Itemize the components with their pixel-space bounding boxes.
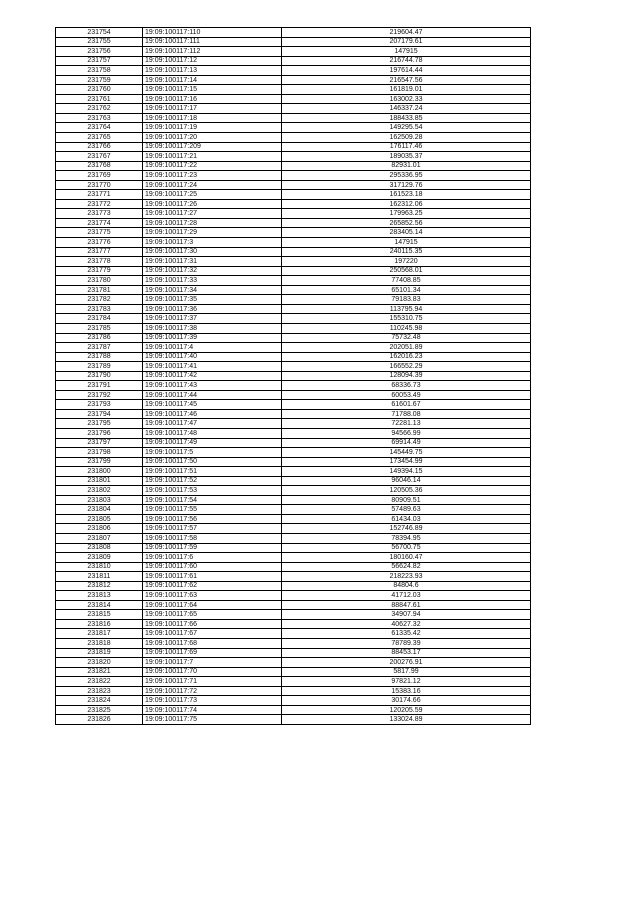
row-number-cell: 231796	[56, 428, 143, 438]
row-number-cell: 231822	[56, 677, 143, 687]
cadastral-number-cell: 19:09:100117:55	[143, 505, 282, 515]
value-cell: 120505.36	[282, 486, 531, 496]
value-cell: 147915	[282, 238, 531, 248]
row-number-cell: 231774	[56, 218, 143, 228]
cadastral-number-cell: 19:09:100117:39	[143, 333, 282, 343]
table-row	[56, 476, 531, 486]
row-number-cell: 231801	[56, 476, 143, 486]
cadastral-number-cell: 19:09:100117:48	[143, 428, 282, 438]
table-row	[56, 295, 531, 305]
table-row	[56, 28, 531, 38]
cadastral-number-cell: 19:09:100117:111	[143, 37, 282, 47]
value-cell: 15383.16	[282, 686, 531, 696]
cadastral-number-cell: 19:09:100117:53	[143, 486, 282, 496]
table-row	[56, 371, 531, 381]
row-number-cell: 231772	[56, 199, 143, 209]
cadastral-number-cell: 19:09:100117:51	[143, 467, 282, 477]
row-number-cell: 231787	[56, 343, 143, 353]
cadastral-number-cell: 19:09:100117:50	[143, 457, 282, 467]
value-cell: 34907.94	[282, 610, 531, 620]
value-cell: 166552.29	[282, 362, 531, 372]
value-cell: 176117.46	[282, 142, 531, 152]
table-row	[56, 161, 531, 171]
row-number-cell: 231768	[56, 161, 143, 171]
row-number-cell: 231758	[56, 66, 143, 76]
table-row	[56, 581, 531, 591]
row-number-cell: 231762	[56, 104, 143, 114]
table-row	[56, 409, 531, 419]
cadastral-number-cell: 19:09:100117:47	[143, 419, 282, 429]
cadastral-number-cell: 19:09:100117:7	[143, 658, 282, 668]
value-cell: 75732.48	[282, 333, 531, 343]
row-number-cell: 231793	[56, 400, 143, 410]
table-row	[56, 495, 531, 505]
cadastral-number-cell: 19:09:100117:30	[143, 247, 282, 257]
table-row	[56, 276, 531, 286]
value-cell: 94566.99	[282, 428, 531, 438]
value-cell: 5817.99	[282, 667, 531, 677]
cadastral-number-cell: 19:09:100117:65	[143, 610, 282, 620]
row-number-cell: 231823	[56, 686, 143, 696]
value-cell: 162509.28	[282, 133, 531, 143]
table-row	[56, 190, 531, 200]
value-cell: 79183.83	[282, 295, 531, 305]
value-cell: 149295.54	[282, 123, 531, 133]
table-row	[56, 619, 531, 629]
table-row	[56, 514, 531, 524]
value-cell: 128094.39	[282, 371, 531, 381]
value-cell: 161819.01	[282, 85, 531, 95]
value-cell: 77408.85	[282, 276, 531, 286]
table-row	[56, 438, 531, 448]
row-number-cell: 231781	[56, 285, 143, 295]
value-cell: 69914.49	[282, 438, 531, 448]
value-cell: 216547.56	[282, 75, 531, 85]
value-cell: 207179.61	[282, 37, 531, 47]
value-cell: 88453.17	[282, 648, 531, 658]
table-row	[56, 209, 531, 219]
row-number-cell: 231786	[56, 333, 143, 343]
row-number-cell: 231806	[56, 524, 143, 534]
table-row	[56, 75, 531, 85]
cadastral-number-cell: 19:09:100117:16	[143, 94, 282, 104]
value-cell: 56624.82	[282, 562, 531, 572]
row-number-cell: 231785	[56, 323, 143, 333]
row-number-cell: 231783	[56, 304, 143, 314]
table-row	[56, 419, 531, 429]
cadastral-number-cell: 19:09:100117:6	[143, 553, 282, 563]
row-number-cell: 231777	[56, 247, 143, 257]
cadastral-number-cell: 19:09:100117:112	[143, 47, 282, 57]
cadastral-number-cell: 19:09:100117:64	[143, 600, 282, 610]
value-cell: 283405.14	[282, 228, 531, 238]
row-number-cell: 231814	[56, 600, 143, 610]
row-number-cell: 231816	[56, 619, 143, 629]
row-number-cell: 231767	[56, 152, 143, 162]
table-row	[56, 218, 531, 228]
value-cell: 202051.89	[282, 343, 531, 353]
value-cell: 188433.85	[282, 113, 531, 123]
row-number-cell: 231817	[56, 629, 143, 639]
value-cell: 216744.78	[282, 56, 531, 66]
cadastral-number-cell: 19:09:100117:75	[143, 715, 282, 725]
value-cell: 180160.47	[282, 553, 531, 563]
cadastral-number-cell: 19:09:100117:46	[143, 409, 282, 419]
value-cell: 197220	[282, 257, 531, 267]
row-number-cell: 231821	[56, 667, 143, 677]
value-cell: 173454.99	[282, 457, 531, 467]
table-row	[56, 639, 531, 649]
value-cell: 60053.49	[282, 390, 531, 400]
table-row	[56, 266, 531, 276]
value-cell: 295336.95	[282, 171, 531, 181]
table-row	[56, 428, 531, 438]
cadastral-number-cell: 19:09:100117:19	[143, 123, 282, 133]
cadastral-number-cell: 19:09:100117:20	[143, 133, 282, 143]
row-number-cell: 231775	[56, 228, 143, 238]
cadastral-number-cell: 19:09:100117:54	[143, 495, 282, 505]
row-number-cell: 231754	[56, 28, 143, 38]
cadastral-number-cell: 19:09:100117:29	[143, 228, 282, 238]
cadastral-number-cell: 19:09:100117:22	[143, 161, 282, 171]
table-row	[56, 390, 531, 400]
cadastral-number-cell: 19:09:100117:59	[143, 543, 282, 553]
value-cell: 97821.12	[282, 677, 531, 687]
table-row	[56, 304, 531, 314]
table-row	[56, 505, 531, 515]
row-number-cell: 231802	[56, 486, 143, 496]
cadastral-number-cell: 19:09:100117:58	[143, 533, 282, 543]
table-row	[56, 448, 531, 458]
cadastral-number-cell: 19:09:100117:26	[143, 199, 282, 209]
table-row	[56, 572, 531, 582]
row-number-cell: 231776	[56, 238, 143, 248]
row-number-cell: 231803	[56, 495, 143, 505]
value-cell: 265852.56	[282, 218, 531, 228]
table-row	[56, 228, 531, 238]
row-number-cell: 231755	[56, 37, 143, 47]
value-cell: 41712.03	[282, 591, 531, 601]
cadastral-number-cell: 19:09:100117:32	[143, 266, 282, 276]
table-body	[56, 28, 531, 725]
cadastral-number-cell: 19:09:100117:45	[143, 400, 282, 410]
row-number-cell: 231810	[56, 562, 143, 572]
cadastral-number-cell: 19:09:100117:13	[143, 66, 282, 76]
value-cell: 200276.91	[282, 658, 531, 668]
cadastral-number-cell: 19:09:100117:73	[143, 696, 282, 706]
row-number-cell: 231800	[56, 467, 143, 477]
row-number-cell: 231789	[56, 362, 143, 372]
cadastral-number-cell: 19:09:100117:68	[143, 639, 282, 649]
cadastral-number-cell: 19:09:100117:110	[143, 28, 282, 38]
value-cell: 146337.24	[282, 104, 531, 114]
table-row	[56, 381, 531, 391]
value-cell: 161523.18	[282, 190, 531, 200]
cadastral-number-cell: 19:09:100117:44	[143, 390, 282, 400]
value-cell: 317129.76	[282, 180, 531, 190]
cadastral-number-cell: 19:09:100117:70	[143, 667, 282, 677]
row-number-cell: 231818	[56, 639, 143, 649]
row-number-cell: 231824	[56, 696, 143, 706]
cadastral-number-cell: 19:09:100117:14	[143, 75, 282, 85]
value-cell: 149394.15	[282, 467, 531, 477]
table-row	[56, 667, 531, 677]
value-cell: 56700.75	[282, 543, 531, 553]
value-cell: 82931.01	[282, 161, 531, 171]
row-number-cell: 231794	[56, 409, 143, 419]
value-cell: 30174.66	[282, 696, 531, 706]
cadastral-number-cell: 19:09:100117:31	[143, 257, 282, 267]
table-row	[56, 524, 531, 534]
value-cell: 78394.95	[282, 533, 531, 543]
row-number-cell: 231809	[56, 553, 143, 563]
cadastral-number-cell: 19:09:100117:56	[143, 514, 282, 524]
row-number-cell: 231769	[56, 171, 143, 181]
row-number-cell: 231771	[56, 190, 143, 200]
value-cell: 71788.08	[282, 409, 531, 419]
cadastral-number-cell: 19:09:100117:43	[143, 381, 282, 391]
table-row	[56, 533, 531, 543]
cadastral-number-cell: 19:09:100117:62	[143, 581, 282, 591]
value-cell: 96046.14	[282, 476, 531, 486]
value-cell: 78789.39	[282, 639, 531, 649]
row-number-cell: 231788	[56, 352, 143, 362]
cadastral-value-table	[55, 27, 531, 725]
value-cell: 240115.35	[282, 247, 531, 257]
table-row	[56, 629, 531, 639]
row-number-cell: 231765	[56, 133, 143, 143]
table-row	[56, 543, 531, 553]
cadastral-number-cell: 19:09:100117:40	[143, 352, 282, 362]
value-cell: 179963.25	[282, 209, 531, 219]
row-number-cell: 231812	[56, 581, 143, 591]
value-cell: 65101.34	[282, 285, 531, 295]
table-row	[56, 257, 531, 267]
row-number-cell: 231826	[56, 715, 143, 725]
table-row	[56, 238, 531, 248]
value-cell: 57489.63	[282, 505, 531, 515]
table-row	[56, 400, 531, 410]
cadastral-number-cell: 19:09:100117:69	[143, 648, 282, 658]
table-row	[56, 133, 531, 143]
row-number-cell: 231790	[56, 371, 143, 381]
value-cell: 218223.93	[282, 572, 531, 582]
value-cell: 133024.89	[282, 715, 531, 725]
document-page	[55, 27, 531, 725]
cadastral-number-cell: 19:09:100117:67	[143, 629, 282, 639]
row-number-cell: 231813	[56, 591, 143, 601]
row-number-cell: 231792	[56, 390, 143, 400]
row-number-cell: 231764	[56, 123, 143, 133]
table-row	[56, 314, 531, 324]
value-cell: 68336.73	[282, 381, 531, 391]
table-row	[56, 113, 531, 123]
row-number-cell: 231825	[56, 705, 143, 715]
cadastral-number-cell: 19:09:100117:21	[143, 152, 282, 162]
table-row	[56, 467, 531, 477]
cadastral-number-cell: 19:09:100117:52	[143, 476, 282, 486]
table-row	[56, 333, 531, 343]
cadastral-number-cell: 19:09:100117:24	[143, 180, 282, 190]
cadastral-number-cell: 19:09:100117:72	[143, 686, 282, 696]
row-number-cell: 231819	[56, 648, 143, 658]
table-row	[56, 362, 531, 372]
row-number-cell: 231780	[56, 276, 143, 286]
cadastral-number-cell: 19:09:100117:60	[143, 562, 282, 572]
cadastral-number-cell: 19:09:100117:25	[143, 190, 282, 200]
table-row	[56, 648, 531, 658]
table-row	[56, 715, 531, 725]
row-number-cell: 231779	[56, 266, 143, 276]
value-cell: 61601.67	[282, 400, 531, 410]
row-number-cell: 231770	[56, 180, 143, 190]
cadastral-number-cell: 19:09:100117:35	[143, 295, 282, 305]
table-row	[56, 562, 531, 572]
table-row	[56, 343, 531, 353]
value-cell: 110245.98	[282, 323, 531, 333]
cadastral-number-cell: 19:09:100117:27	[143, 209, 282, 219]
cadastral-number-cell: 19:09:100117:36	[143, 304, 282, 314]
value-cell: 152746.89	[282, 524, 531, 534]
row-number-cell: 231795	[56, 419, 143, 429]
value-cell: 162016.23	[282, 352, 531, 362]
value-cell: 113795.94	[282, 304, 531, 314]
cadastral-number-cell: 19:09:100117:61	[143, 572, 282, 582]
value-cell: 155310.75	[282, 314, 531, 324]
cadastral-number-cell: 19:09:100117:4	[143, 343, 282, 353]
table-row	[56, 94, 531, 104]
cadastral-number-cell: 19:09:100117:57	[143, 524, 282, 534]
table-row	[56, 457, 531, 467]
table-row	[56, 123, 531, 133]
row-number-cell: 231807	[56, 533, 143, 543]
table-row	[56, 104, 531, 114]
table-row	[56, 66, 531, 76]
table-row	[56, 180, 531, 190]
value-cell: 80909.51	[282, 495, 531, 505]
row-number-cell: 231820	[56, 658, 143, 668]
table-row	[56, 600, 531, 610]
table-row	[56, 591, 531, 601]
cadastral-number-cell: 19:09:100117:66	[143, 619, 282, 629]
row-number-cell: 231766	[56, 142, 143, 152]
row-number-cell: 231808	[56, 543, 143, 553]
value-cell: 120205.59	[282, 705, 531, 715]
value-cell: 197614.44	[282, 66, 531, 76]
row-number-cell: 231760	[56, 85, 143, 95]
row-number-cell: 231791	[56, 381, 143, 391]
value-cell: 219604.47	[282, 28, 531, 38]
table-row	[56, 677, 531, 687]
cadastral-number-cell: 19:09:100117:63	[143, 591, 282, 601]
table-row	[56, 85, 531, 95]
table-row	[56, 171, 531, 181]
value-cell: 145449.75	[282, 448, 531, 458]
row-number-cell: 231773	[56, 209, 143, 219]
table-row	[56, 610, 531, 620]
table-row	[56, 56, 531, 66]
table-row	[56, 486, 531, 496]
table-row	[56, 658, 531, 668]
value-cell: 88847.61	[282, 600, 531, 610]
cadastral-number-cell: 19:09:100117:28	[143, 218, 282, 228]
row-number-cell: 231759	[56, 75, 143, 85]
table-row	[56, 323, 531, 333]
cadastral-number-cell: 19:09:100117:209	[143, 142, 282, 152]
cadastral-number-cell: 19:09:100117:15	[143, 85, 282, 95]
value-cell: 84804.6	[282, 581, 531, 591]
table-row	[56, 686, 531, 696]
table-row	[56, 152, 531, 162]
table-row	[56, 247, 531, 257]
value-cell: 250568.01	[282, 266, 531, 276]
table-row	[56, 553, 531, 563]
cadastral-number-cell: 19:09:100117:12	[143, 56, 282, 66]
cadastral-number-cell: 19:09:100117:42	[143, 371, 282, 381]
row-number-cell: 231757	[56, 56, 143, 66]
row-number-cell: 231756	[56, 47, 143, 57]
row-number-cell: 231804	[56, 505, 143, 515]
cadastral-number-cell: 19:09:100117:74	[143, 705, 282, 715]
cadastral-number-cell: 19:09:100117:41	[143, 362, 282, 372]
row-number-cell: 231763	[56, 113, 143, 123]
row-number-cell: 231797	[56, 438, 143, 448]
value-cell: 162312.06	[282, 199, 531, 209]
cadastral-number-cell: 19:09:100117:23	[143, 171, 282, 181]
table-row	[56, 705, 531, 715]
cadastral-number-cell: 19:09:100117:5	[143, 448, 282, 458]
value-cell: 72281.13	[282, 419, 531, 429]
value-cell: 61335.42	[282, 629, 531, 639]
row-number-cell: 231782	[56, 295, 143, 305]
cadastral-number-cell: 19:09:100117:17	[143, 104, 282, 114]
row-number-cell: 231761	[56, 94, 143, 104]
value-cell: 61434.03	[282, 514, 531, 524]
table-row	[56, 285, 531, 295]
row-number-cell: 231799	[56, 457, 143, 467]
table-row	[56, 199, 531, 209]
cadastral-number-cell: 19:09:100117:37	[143, 314, 282, 324]
value-cell: 40627.32	[282, 619, 531, 629]
cadastral-number-cell: 19:09:100117:34	[143, 285, 282, 295]
cadastral-number-cell: 19:09:100117:33	[143, 276, 282, 286]
row-number-cell: 231815	[56, 610, 143, 620]
cadastral-number-cell: 19:09:100117:18	[143, 113, 282, 123]
cadastral-number-cell: 19:09:100117:38	[143, 323, 282, 333]
row-number-cell: 231778	[56, 257, 143, 267]
value-cell: 147915	[282, 47, 531, 57]
cadastral-number-cell: 19:09:100117:71	[143, 677, 282, 687]
row-number-cell: 231784	[56, 314, 143, 324]
row-number-cell: 231811	[56, 572, 143, 582]
table-row	[56, 696, 531, 706]
cadastral-number-cell: 19:09:100117:49	[143, 438, 282, 448]
row-number-cell: 231805	[56, 514, 143, 524]
value-cell: 163002.33	[282, 94, 531, 104]
table-row	[56, 47, 531, 57]
row-number-cell: 231798	[56, 448, 143, 458]
cadastral-number-cell: 19:09:100117:3	[143, 238, 282, 248]
table-row	[56, 37, 531, 47]
value-cell: 189035.37	[282, 152, 531, 162]
table-row	[56, 142, 531, 152]
table-row	[56, 352, 531, 362]
